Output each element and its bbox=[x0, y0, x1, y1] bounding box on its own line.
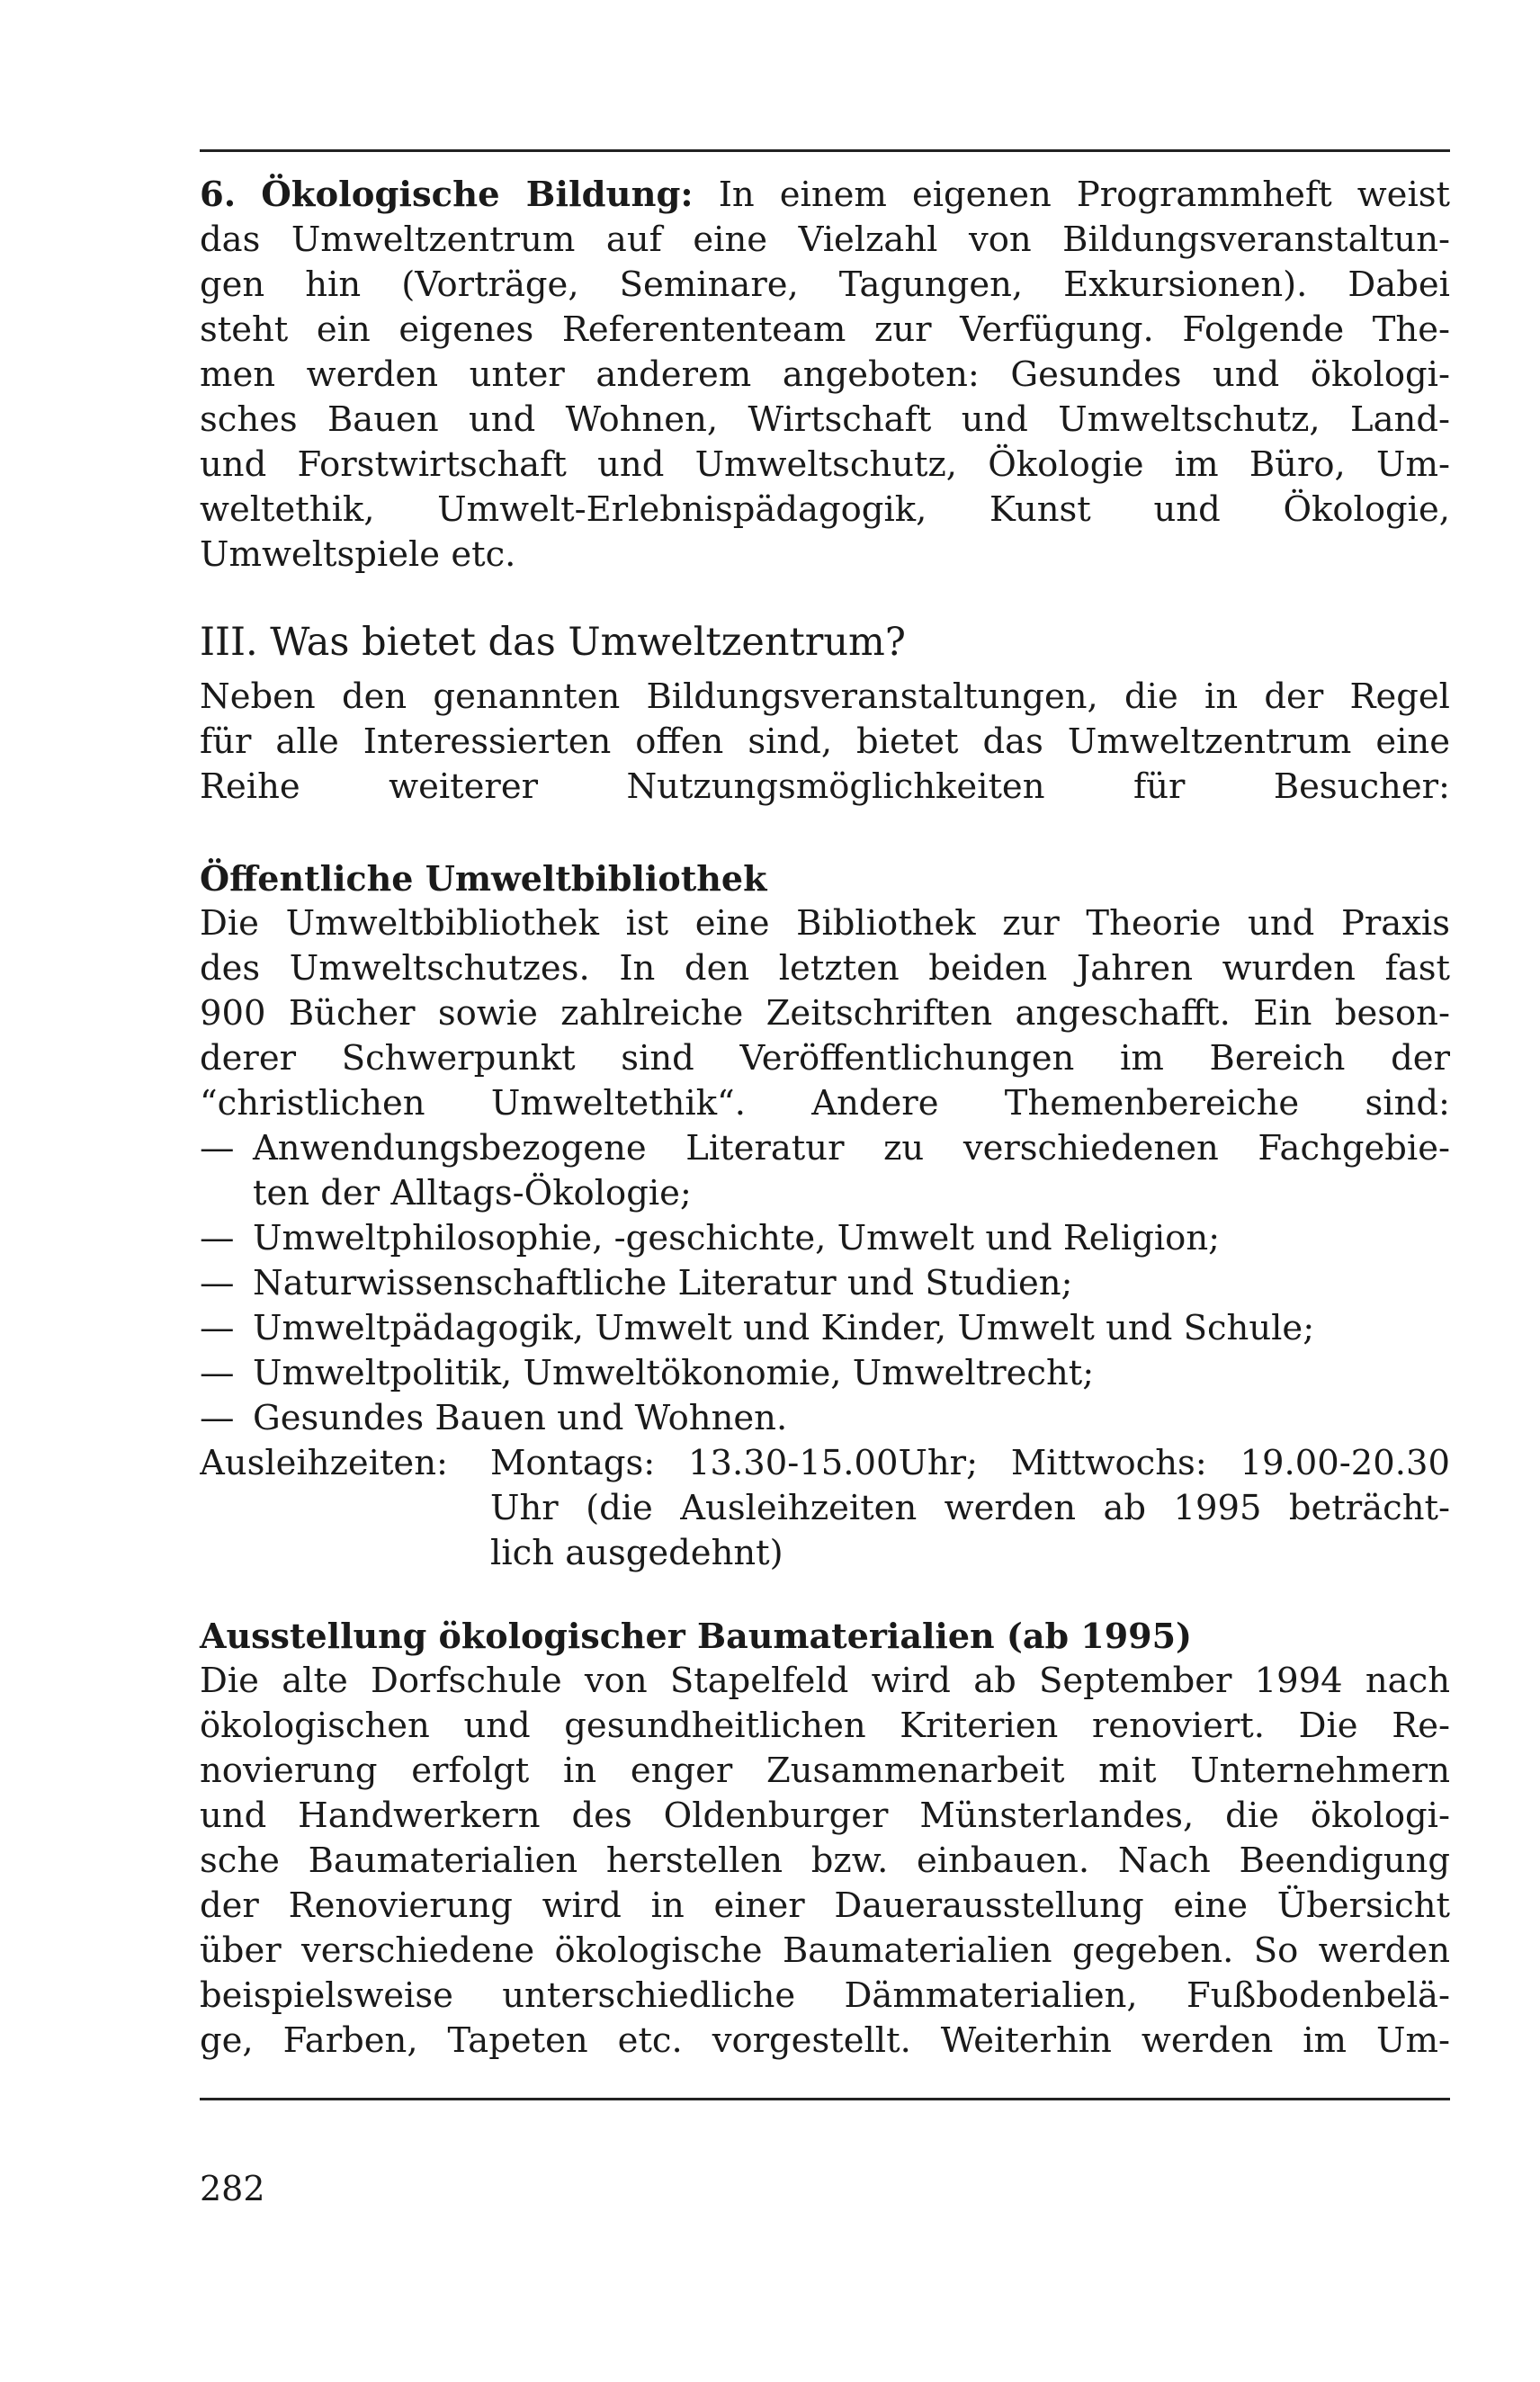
exhibition-title: Ausstellung ökologischer Baumaterialien (ab 1995) bbox=[200, 1616, 1193, 1656]
paragraph-line: derer Schwerpunkt sind Veröffentlichungen im Bereich der bbox=[200, 1038, 1450, 1079]
section-6-first-line: 6. Ökologische Bildung: In einem eigenen Programmheft weist bbox=[200, 175, 1450, 215]
exhibition-paragraph bbox=[200, 1659, 1450, 2064]
paragraph-line: steht ein eigenes Referententeam zur Verfügung. Folgende The- bbox=[200, 309, 1450, 350]
list-dash: — bbox=[200, 1308, 235, 1348]
paragraph-line: für alle Interessierten offen sind, bietet das Umweltzentrum eine bbox=[200, 721, 1450, 762]
paragraph-line: gen hin (Vorträge, Seminare, Tagungen, Exkursionen). Dabei bbox=[200, 264, 1450, 305]
section-6-paragraph bbox=[200, 173, 1450, 578]
page-number: 282 bbox=[200, 2169, 265, 2208]
paragraph-line: 900 Bücher sowie zahlreiche Zeitschriften angeschafft. Ein beson- bbox=[200, 993, 1450, 1034]
paragraph-line: und Forstwirtschaft und Umweltschutz, Ökologie im Büro, Um- bbox=[200, 444, 1450, 485]
bottom-rule bbox=[200, 2098, 1450, 2100]
list-item-text: Anwendungsbezogene Literatur zu verschiedenen Fachgebie- bbox=[253, 1128, 1450, 1169]
paragraph-line: ge, Farben, Tapeten etc. vorgestellt. Weiterhin werden im Um- bbox=[200, 2020, 1450, 2061]
paragraph-line: und Handwerkern des Oldenburger Münsterlandes, die ökologi- bbox=[200, 1795, 1450, 1836]
list-dash: — bbox=[200, 1218, 235, 1258]
paragraph-line: Umweltspiele etc. bbox=[200, 534, 516, 575]
list-item bbox=[200, 1126, 1450, 1171]
list-item-text: Umweltpädagogik, Umwelt und Kinder, Umwelt und Schule; bbox=[253, 1308, 1315, 1348]
list-item-text: Gesundes Bauen und Wohnen. bbox=[253, 1398, 788, 1438]
paragraph-line: Reihe weiterer Nutzungsmöglichkeiten für Besucher: bbox=[200, 766, 1450, 807]
library-title: Öffentliche Umweltbibliothek bbox=[200, 858, 767, 899]
list-item-continuation: ten der Alltags-Ökologie; bbox=[253, 1173, 692, 1213]
list-item bbox=[200, 1351, 1450, 1396]
hours-text: Uhr (die Ausleihzeiten werden ab 1995 beträcht- bbox=[490, 1488, 1450, 1528]
paragraph-line: ökologischen und gesundheitlichen Kriterien renoviert. Die Re- bbox=[200, 1706, 1450, 1746]
section-3-intro bbox=[200, 675, 1450, 810]
list-dash: — bbox=[200, 1353, 235, 1393]
list-dash: — bbox=[200, 1128, 235, 1169]
paragraph-line: Neben den genannten Bildungsveranstaltungen, die in der Regel bbox=[200, 676, 1450, 717]
paragraph-line: weltethik, Umwelt-Erlebnispädagogik, Kunst und Ökologie, bbox=[200, 489, 1450, 530]
library-paragraph bbox=[200, 901, 1450, 1576]
paragraph-line: der Renovierung wird in einer Dauerausstellung eine Übersicht bbox=[200, 1885, 1450, 1926]
paragraph-line: sche Baumaterialien herstellen bzw. einbauen. Nach Beendigung bbox=[200, 1840, 1450, 1881]
paragraph-line: sches Bauen und Wohnen, Wirtschaft und Umweltschutz, Land- bbox=[200, 399, 1450, 440]
list-item bbox=[200, 1261, 1450, 1306]
hours-text: Montags: 13.30-15.00Uhr; Mittwochs: 19.00-20.30 bbox=[490, 1443, 1450, 1483]
list-dash: — bbox=[200, 1398, 235, 1438]
paragraph-line: Die alte Dorfschule von Stapelfeld wird ab September 1994 nach bbox=[200, 1661, 1450, 1701]
list-item bbox=[200, 1306, 1450, 1351]
list-item-text: Umweltphilosophie, -geschichte, Umwelt und Religion; bbox=[253, 1218, 1221, 1258]
paragraph-line: Die Umweltbibliothek ist eine Bibliothek zur Theorie und Praxis bbox=[200, 903, 1450, 944]
paragraph-line: das Umweltzentrum auf eine Vielzahl von Bildungsveranstaltun- bbox=[200, 219, 1450, 260]
paragraph-line: “christlichen Umweltethik“. Andere Themenbereiche sind: bbox=[200, 1083, 1450, 1124]
list-item-text: Umweltpolitik, Umweltökonomie, Umweltrecht; bbox=[253, 1353, 1095, 1393]
list-item bbox=[200, 1396, 1450, 1441]
paragraph-line: beispielsweise unterschiedliche Dämmaterialien, Fußbodenbelä- bbox=[200, 1975, 1450, 2016]
hours-label: Ausleihzeiten: bbox=[200, 1443, 448, 1483]
paragraph-line: In einem eigenen Programmheft weist bbox=[718, 175, 1450, 215]
top-rule bbox=[200, 149, 1450, 152]
hours-first-line bbox=[200, 1441, 1450, 1486]
paragraph-line: men werden unter anderem angeboten: Gesundes und ökologi- bbox=[200, 354, 1450, 395]
section-6-number: 6. bbox=[200, 175, 237, 215]
paragraph-line: über verschiedene ökologische Baumaterialien gegeben. So werden bbox=[200, 1930, 1450, 1971]
paragraph-line: des Umweltschutzes. In den letzten beiden Jahren wurden fast bbox=[200, 948, 1450, 989]
list-item-text: Naturwissenschaftliche Literatur und Studien; bbox=[253, 1263, 1073, 1303]
section-6-title: Ökologische Bildung bbox=[261, 175, 681, 215]
paragraph-line: novierung erfolgt in enger Zusammenarbeit mit Unternehmern bbox=[200, 1751, 1450, 1791]
list-dash: — bbox=[200, 1263, 235, 1303]
list-item bbox=[200, 1216, 1450, 1261]
hours-text: lich ausgedehnt) bbox=[490, 1533, 783, 1573]
section-3-heading: III. Was bietet das Umweltzentrum? bbox=[200, 620, 906, 665]
